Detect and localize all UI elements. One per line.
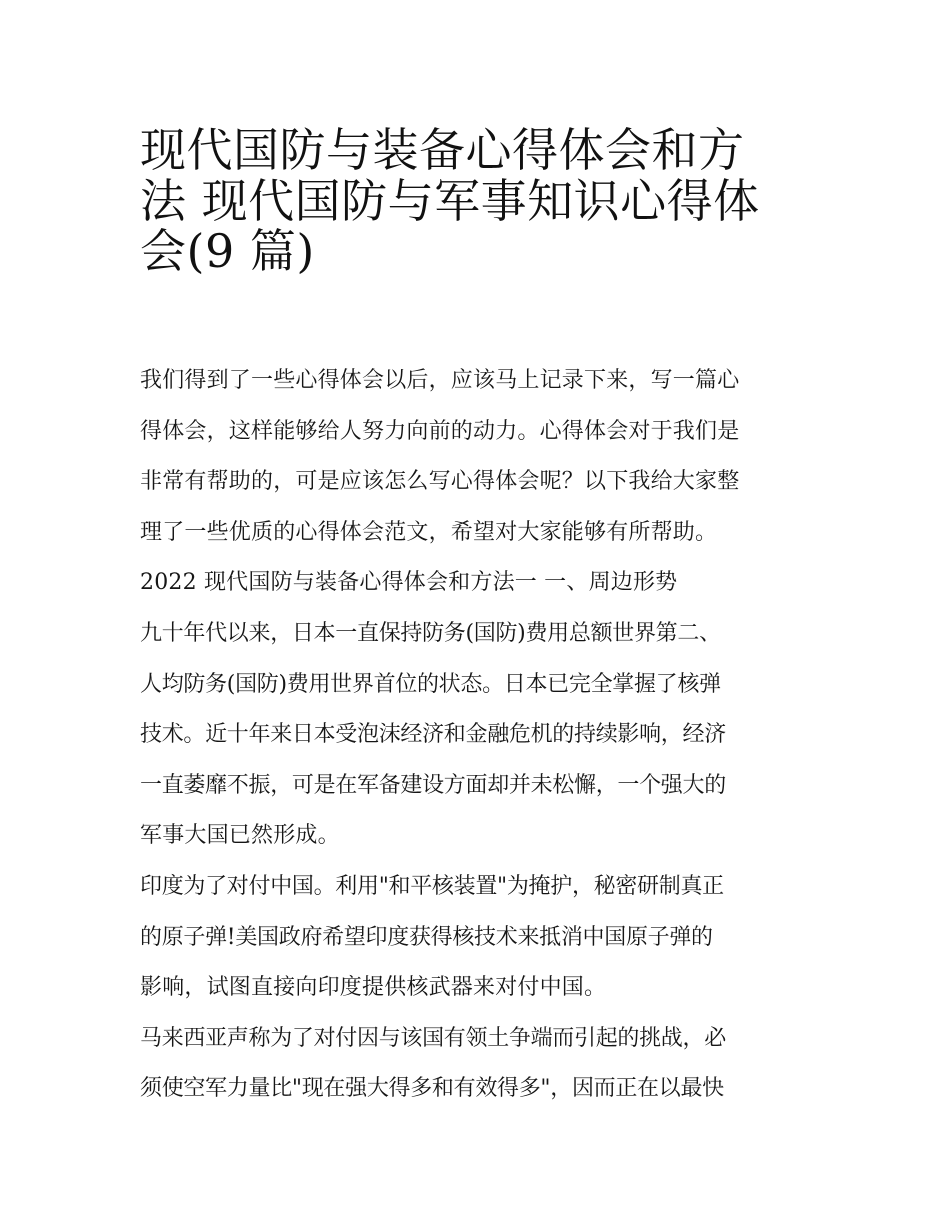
document-body xyxy=(140,356,816,1115)
body-line: 我们得到了一些心得体会以后，应该马上记录下来，写一篇心 xyxy=(140,368,740,393)
body-line: 技术。近十年来日本受泡沫经济和金融危机的持续影响，经济 xyxy=(140,722,726,748)
title-line: 现代国防与装备心得体会和方 xyxy=(140,123,745,177)
body-line: 得体会，这样能够给人努力向前的动力。心得体会对于我们是 xyxy=(140,418,740,444)
body-line: 九十年代以来，日本一直保持防务(国防)费用总额世界第二、 xyxy=(140,620,721,646)
body-line: 军事大国已然形成。 xyxy=(140,823,340,849)
body-line: 一直萎靡不振，可是在军备建设方面却并未松懈，一个强大的 xyxy=(140,772,726,798)
body-line: 非常有帮助的，可是应该怎么写心得体会呢？以下我给大家整 xyxy=(140,469,740,495)
body-line: 理了一些优质的心得体会范文，希望对大家能够有所帮助。 xyxy=(140,519,718,545)
title-line: 会(9 篇) xyxy=(140,224,315,279)
title-line: 法 现代国防与军事知识心得体 xyxy=(140,173,760,228)
body-line: 的原子弹!美国政府希望印度获得核技术来抵消中国原子弹的 xyxy=(140,924,713,950)
body-line: 人均防务(国防)费用世界首位的状态。日本已完全掌握了核弹 xyxy=(140,671,721,697)
section-heading-line: 2022 现代国防与装备心得体会和方法一 一、周边形势 xyxy=(140,570,678,596)
body-line: 马来西亚声称为了对付因与该国有领土争端而引起的挑战，必 xyxy=(140,1025,726,1051)
body-line: 影响，试图直接向印度提供核武器来对付中国。 xyxy=(140,975,607,1001)
document-title xyxy=(140,112,820,279)
body-line: 须使空军力量比"现在强大得多和有效得多"，因而正在以最快 xyxy=(140,1076,724,1102)
body-line: 印度为了对付中国。利用"和平核装置"为掩护，秘密研制真正 xyxy=(140,873,724,899)
